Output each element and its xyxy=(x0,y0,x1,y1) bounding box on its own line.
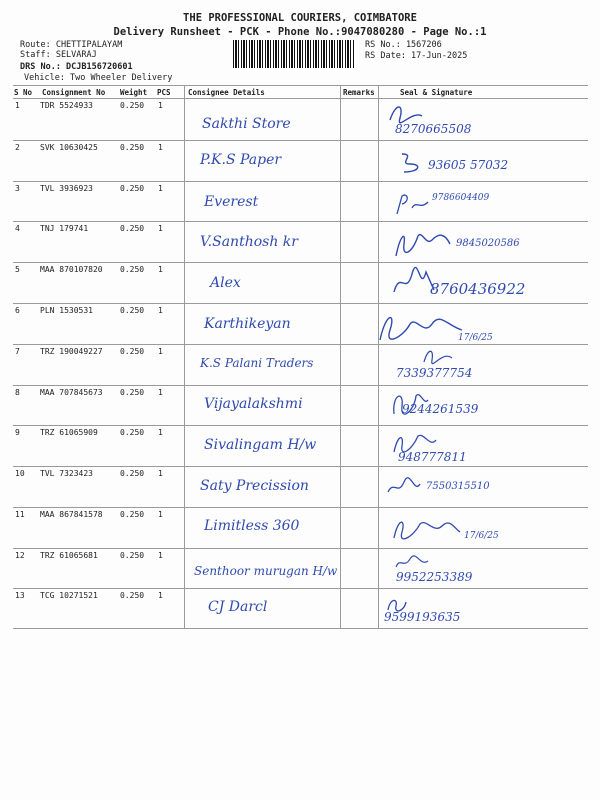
row-consignment: TRZ 190049227 xyxy=(40,347,103,356)
row-sno: 12 xyxy=(15,551,25,560)
runsheet-subtitle: Delivery Runsheet - PCK - Phone No.:9047080280 - Page No.:1 xyxy=(113,26,487,38)
row-weight: 0.250 xyxy=(120,224,145,233)
row-sno: 8 xyxy=(15,388,20,397)
row-divider xyxy=(13,344,588,345)
row-pcs: 1 xyxy=(158,388,163,397)
row-divider xyxy=(13,466,588,467)
row-pcs: 1 xyxy=(158,224,163,233)
row-signature: 948777811 xyxy=(398,450,467,464)
row-divider xyxy=(13,548,588,549)
row-divider xyxy=(13,140,588,141)
signature-scribble xyxy=(388,514,464,542)
row-consignee: Limitless 360 xyxy=(204,518,300,534)
col-header-sno: S No xyxy=(14,88,33,97)
row-signature: 93605 57032 xyxy=(428,158,509,172)
row-consignee: CJ Darcl xyxy=(208,599,268,615)
row-divider xyxy=(13,507,588,508)
row-weight: 0.250 xyxy=(120,591,145,600)
row-pcs: 1 xyxy=(158,306,163,315)
row-signature: 9845020586 xyxy=(456,238,520,249)
row-signature: 9244261539 xyxy=(402,402,479,416)
row-consignment: MAA 870107820 xyxy=(40,265,103,274)
row-pcs: 1 xyxy=(158,428,163,437)
row-divider xyxy=(13,628,588,629)
row-divider xyxy=(13,385,588,386)
row-sno: 2 xyxy=(15,143,20,152)
row-consignee: Alex xyxy=(210,275,241,291)
row-signature: 8270665508 xyxy=(395,122,472,136)
row-pcs: 1 xyxy=(158,143,163,152)
row-weight: 0.250 xyxy=(120,551,145,560)
row-weight: 0.250 xyxy=(120,347,145,356)
row-pcs: 1 xyxy=(158,551,163,560)
col-header-weight: Weight xyxy=(120,88,148,97)
signature-scribble xyxy=(376,310,466,346)
row-signature: 17/6/25 xyxy=(458,333,493,343)
row-weight: 0.250 xyxy=(120,143,145,152)
row-sno: 1 xyxy=(15,101,20,110)
row-weight: 0.250 xyxy=(120,388,145,397)
row-signature: 9952253389 xyxy=(396,570,473,584)
signature-scribble xyxy=(392,226,454,260)
row-sno: 3 xyxy=(15,184,20,193)
row-weight: 0.250 xyxy=(120,428,145,437)
col-header-pcs: PCS xyxy=(157,88,171,97)
col-divider-seal xyxy=(378,85,379,628)
row-consignment: TVL 3936923 xyxy=(40,184,93,193)
row-pcs: 1 xyxy=(158,184,163,193)
row-weight: 0.250 xyxy=(120,306,145,315)
row-consignment: TNJ 179741 xyxy=(40,224,89,233)
row-consignment: SVK 10630425 xyxy=(40,143,98,152)
row-consignee: Karthikeyan xyxy=(204,316,291,332)
col-divider-consignee xyxy=(184,85,185,628)
signature-scribble xyxy=(392,555,432,571)
col-header-seal: Seal & Signature xyxy=(400,88,473,97)
row-consignment: TCG 10271521 xyxy=(40,591,98,600)
row-sno: 13 xyxy=(15,591,25,600)
row-sno: 6 xyxy=(15,306,20,315)
row-consignment: MAA 867841578 xyxy=(40,510,103,519)
row-pcs: 1 xyxy=(158,510,163,519)
row-sno: 7 xyxy=(15,347,20,356)
grid-top xyxy=(13,85,588,86)
row-consignment: TRZ 61065909 xyxy=(40,428,98,437)
row-signature: 9599193635 xyxy=(384,610,461,624)
row-consignment: TRZ 61065681 xyxy=(40,551,98,560)
row-weight: 0.250 xyxy=(120,510,145,519)
col-divider-remarks xyxy=(340,85,341,628)
row-divider xyxy=(13,181,588,182)
row-signature: 17/6/25 xyxy=(464,531,499,541)
col-header-consignee: Consignee Details xyxy=(188,88,265,97)
row-divider xyxy=(13,588,588,589)
signature-scribble xyxy=(384,476,424,498)
row-sno: 4 xyxy=(15,224,20,233)
row-consignee: V.Santhosh kr xyxy=(200,234,298,250)
row-divider xyxy=(13,425,588,426)
row-pcs: 1 xyxy=(158,101,163,110)
row-pcs: 1 xyxy=(158,265,163,274)
signature-scribble xyxy=(394,190,434,218)
row-consignee: Senthoor murugan H/w xyxy=(194,564,338,578)
col-header-consignment: Consignment No xyxy=(42,88,106,97)
row-weight: 0.250 xyxy=(120,265,145,274)
row-sno: 5 xyxy=(15,265,20,274)
row-consignee: Everest xyxy=(204,194,259,210)
row-consignment: TDR 5524933 xyxy=(40,101,93,110)
company-title: THE PROFESSIONAL COURIERS, COIMBATORE xyxy=(183,12,417,24)
row-signature: 7339377754 xyxy=(396,366,473,380)
row-consignment: TVL 7323423 xyxy=(40,469,93,478)
row-consignee: Vijayalakshmi xyxy=(204,396,303,412)
signature-scribble xyxy=(420,346,456,366)
rs-no-label: RS No.: 1567206 xyxy=(365,40,442,50)
row-weight: 0.250 xyxy=(120,101,145,110)
row-sno: 11 xyxy=(15,510,25,519)
row-pcs: 1 xyxy=(158,347,163,356)
row-consignee: Saty Precission xyxy=(200,478,309,494)
vehicle-label: Vehicle: Two Wheeler Delivery xyxy=(24,73,173,83)
staff-label: Staff: SELVARAJ xyxy=(20,50,97,60)
row-consignee: Sivalingam H/w xyxy=(204,437,317,453)
signature-scribble xyxy=(396,150,426,176)
row-consignee: K.S Palani Traders xyxy=(200,356,314,370)
row-consignee: Sakthi Store xyxy=(202,116,291,132)
row-pcs: 1 xyxy=(158,469,163,478)
row-divider xyxy=(13,262,588,263)
route-label: Route: CHETTIPALAYAM xyxy=(20,40,123,50)
drs-label: DRS No.: DCJB156720601 xyxy=(20,62,133,72)
row-divider xyxy=(13,221,588,222)
row-signature: 9786604409 xyxy=(432,193,490,203)
row-consignment: PLN 1530531 xyxy=(40,306,93,315)
row-sno: 10 xyxy=(15,469,25,478)
row-signature: 8760436922 xyxy=(430,280,526,298)
rs-date-label: RS Date: 17-Jun-2025 xyxy=(365,51,468,61)
grid-header-bottom xyxy=(13,98,588,99)
row-consignee: P.K.S Paper xyxy=(200,152,282,168)
row-sno: 9 xyxy=(15,428,20,437)
col-header-remarks: Remarks xyxy=(343,88,375,97)
row-pcs: 1 xyxy=(158,591,163,600)
row-divider xyxy=(13,303,588,304)
row-signature: 7550315510 xyxy=(426,481,490,492)
row-weight: 0.250 xyxy=(120,469,145,478)
row-weight: 0.250 xyxy=(120,184,145,193)
barcode xyxy=(233,40,355,68)
row-consignment: MAA 707845673 xyxy=(40,388,103,397)
